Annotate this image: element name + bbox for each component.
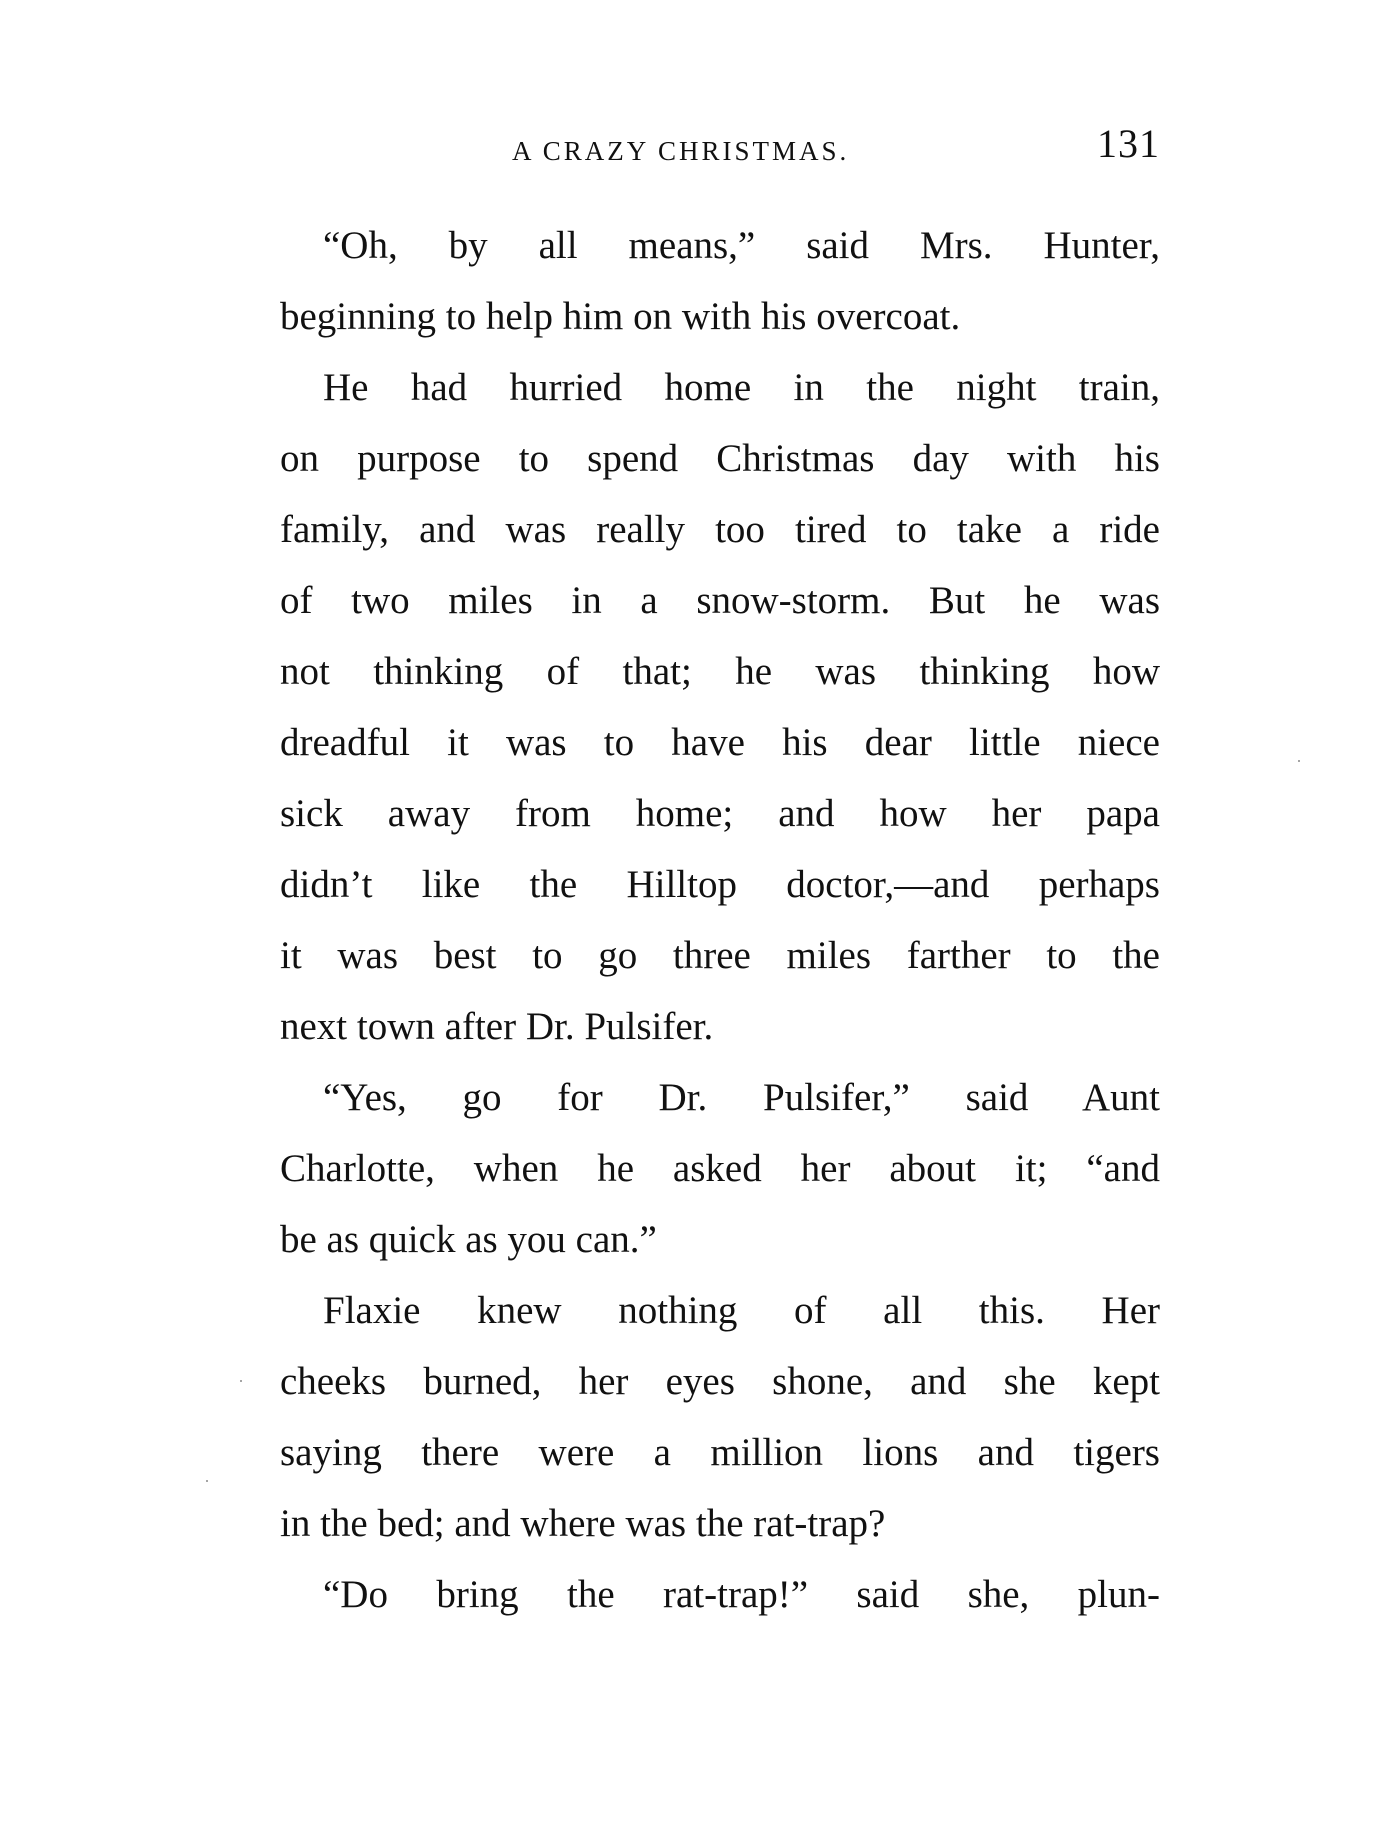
paper-speck [1298,760,1300,762]
text-line: on purpose to spend Christmas day with his [280,437,1160,480]
text-line: saying there were a million lions and tigers [280,1431,1160,1474]
text-line: it was best to go three miles farther to the [280,934,1160,977]
text-line: next town after Dr. Pulsifer. [280,1005,714,1048]
text-line: sick away from home; and how her papa [280,792,1160,835]
text-line: not thinking of that; he was thinking how [280,650,1160,693]
text-line: beginning to help him on with his overcoat. [280,295,961,338]
paper-speck [206,1480,208,1482]
body-text [280,210,1160,1630]
text-line: dreadful it was to have his dear little niece [280,721,1160,764]
text-line: Charlotte, when he asked her about it; “and [280,1147,1160,1190]
text-line: “Yes, go for Dr. Pulsifer,” said Aunt [323,1076,1160,1119]
text-line: Flaxie knew nothing of all this. Her [323,1289,1160,1332]
running-head [0,120,1160,180]
text-line: didn’t like the Hilltop doctor,—and perhaps [280,863,1160,906]
text-line: cheeks burned, her eyes shone, and she kept [280,1360,1160,1403]
running-title: A CRAZY CHRISTMAS. [512,136,850,166]
text-line: family, and was really too tired to take a ride [280,508,1160,551]
text-line: “Oh, by all means,” said Mrs. Hunter, [323,224,1160,267]
text-line: in the bed; and where was the rat-trap? [280,1502,886,1545]
page-number: 131 [1097,121,1160,166]
paper-speck [240,1380,242,1382]
text-line: of two miles in a snow-storm. But he was [280,579,1160,622]
text-line: He had hurried home in the night train, [323,366,1160,409]
text-line: be as quick as you can.” [280,1218,657,1261]
text-line: “Do bring the rat-trap!” said she, plun- [323,1573,1160,1616]
